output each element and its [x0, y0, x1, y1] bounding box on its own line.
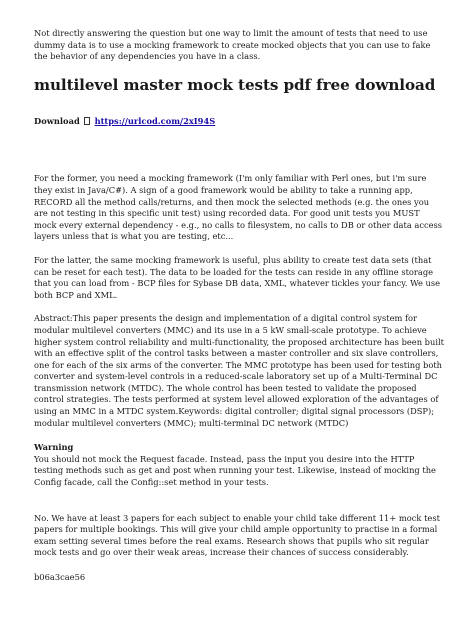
download-link[interactable]: https://urlcod.com/2xI94S	[94, 115, 216, 126]
warning-paragraph: You should not mock the Request facade. Instead, pass the input you desire into the HTTP testing methods such as get and post when running your test. Likewise, instead of mocking the Config facade, call the Config::set method in your tests.	[34, 453, 436, 488]
document-page	[34, 28, 444, 584]
body-paragraph-abstract: Abstract:This paper presents the design and implementation of a digital control system for modular multilevel converters (MMC) and its use in a 5 kW small-scale prototype. To achieve higher system control reliability and multi-functionality, the proposed architecture has been built with an effective split of the control tasks between a master controller and six slave controllers, one for each of the six arms of the converter. The MMC prototype has been used for testing both converter and system-level controls in a reduced-scale laboratory set up of a Multi-Terminal DC transmission network (MTDC). The whole control has been tested to validate the proposed control strategies. The tests performed at system level allowed exploration of the advantages of using an MMC in a MTDC system.Keywords: digital controller; digital signal processors (DSP); modular multilevel converters (MMC); multi-terminal DC network (MTDC)	[34, 313, 444, 428]
download-label: Download	[34, 115, 80, 126]
body-paragraph-test-data: For the latter, the same mocking framework is useful, plus ability to create test data sets (that can be reset for each test). The data to be loaded for the tests can reside in any offline storage that you can load from - BCP files for Sybase DB data, XML, whatever tickles your fancy. We use both BCP and XML.	[34, 254, 441, 300]
footer-code: b06a3cae56	[34, 572, 86, 582]
download-line	[34, 116, 444, 128]
body-paragraph-mock-papers: No. We have at least 3 papers for each subject to enable your child take different 11+ mock test papers for multiple bookings. This will give your child ample opportunity to practise in a formal exam setting several times before the real exams. Research shows that pupils who sit regular mock tests and go over their weak areas, increase their chances of success considerably.	[34, 512, 440, 558]
body-paragraph-mocking-framework: For the former, you need a mocking framework (I'm only familiar with Perl ones, but i'm sure they exist in Java/C#). A sign of a good framework would be ability to take a running app, RECORD all the method calls/returns, and then mock the selected methods (e.g. the ones you are not testing in this specific unit test) using recorded data. For good unit tests you MUST mock every external dependency - e.g., no calls to filesystem, no calls to DB or other data access layers unless that is what you are testing, etc...	[34, 173, 443, 242]
missing-glyph-icon	[84, 117, 90, 125]
warning-heading: Warning	[34, 442, 74, 453]
intro-paragraph: Not directly answering the question but one way to limit the amount of tests that need to use dummy data is to use a mocking framework to create mocked objects that you can use to fake the behavior of any dependencies you have in a class.	[34, 28, 431, 62]
page-title: multilevel master mock tests pdf free download	[34, 75, 436, 94]
